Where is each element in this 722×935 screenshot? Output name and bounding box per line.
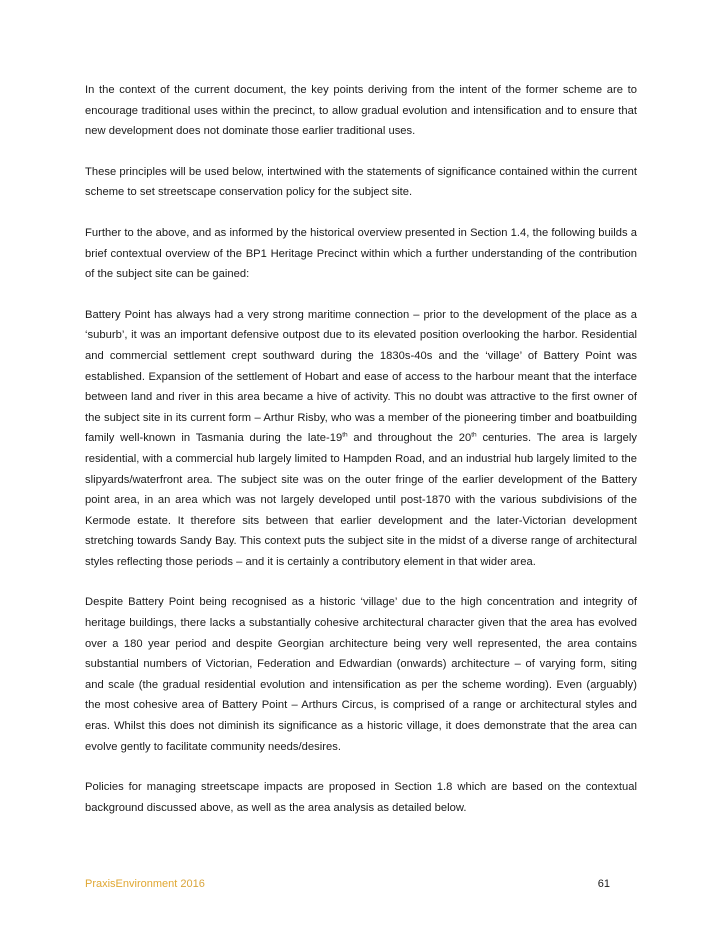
paragraph-principles: These principles will be used below, intertwined with the statements of significance contained within the current scheme to set streetscape conservation policy for the subject site. [85,165,637,199]
page-number: 61 [597,878,610,890]
document-body [85,80,637,838]
paragraph-contextual-overview: Further to the above, and as informed by the historical overview presented in Section 1.4, the following builds a brief contextual overview of the BP1 Heritage Precinct within which a further understanding of the contribution of the subject site can be gained: [85,226,637,281]
p4-text-2: and throughout the 20 [347,432,472,445]
footer-brand-year: 2016 [177,878,205,890]
paragraph-policies: Policies for managing streetscape impacts are proposed in Section 1.8 which are based on the contextual background discussed above, as well as the area analysis as detailed below. [85,781,637,814]
p4-superscript-2: th [471,431,477,439]
paragraph-intent: In the context of the current document, the key points deriving from the intent of the former scheme are to encourage traditional uses within the precinct, to allow gradual evolution and intensification and to ensure that new development does not dominate those earlier traditional uses. [85,84,637,138]
page-footer [85,877,610,891]
paragraph-village-character: Despite Battery Point being recognised as a historic ‘village’ due to the high concentration and integrity of heritage buildings, there lacks a substantially cohesive architectural character given that the area has evolved over a 180 year period and despite Georgian architecture being very well represented, the area contains substantial numbers of Victorian, Federation and Edwardian (onwards) architecture – of varying form, siting and scale (the gradual residential evolution and intensification as per the scheme wording). Even (arguably) the most cohesive area of Battery Point – Arthurs Circus, is comprised of a range or architectural styles and eras. Whilst this does not diminish its significance as a historic village, it does demonstrate that the area can evolve gently to facilitate community needs/desires. [85,596,637,753]
p4-text-3: centuries. The area is largely residential, with a commercial hub largely limited to Hampden Road, and an industrial hub largely limited to the slipyards/waterfront area. The subject site was on the outer fringe of the earlier development of the Battery point area, in an area which was not largely developed until post-1870 with the various subdivisions of the Kermode estate. It therefore sits between that earlier development and the later-Victorian development stretching towards Sandy Bay. This context puts the subject site in the midst of a diverse range of architectural styles reflecting those periods – and it is certainly a contributory element in that wider area. [85,432,638,568]
footer-brand [85,878,205,890]
footer-brand-name: PraxisEnvironment [85,878,178,890]
paragraph-battery-point-history [85,305,637,573]
p4-superscript-1: th [342,431,348,439]
p4-text-1: Battery Point has always had a very strong maritime connection – prior to the development of the place as a ‘suburb’, it was an important defensive outpost due to its elevated position overlooking the harbor. Residential and commercial settlement crept southward during the 1830s-40s and the ‘village’ of Battery Point was established. Expansion of the settlement of Hobart and ease of access to the harbour meant that the interface between land and river in this area became a hive of activity. This no doubt was attractive to the first owner of the subject site in its current form – Arthur Risby, who was a member of the pioneering timber and boatbuilding family well-known in Tasmania during the late-19 [85,308,637,445]
